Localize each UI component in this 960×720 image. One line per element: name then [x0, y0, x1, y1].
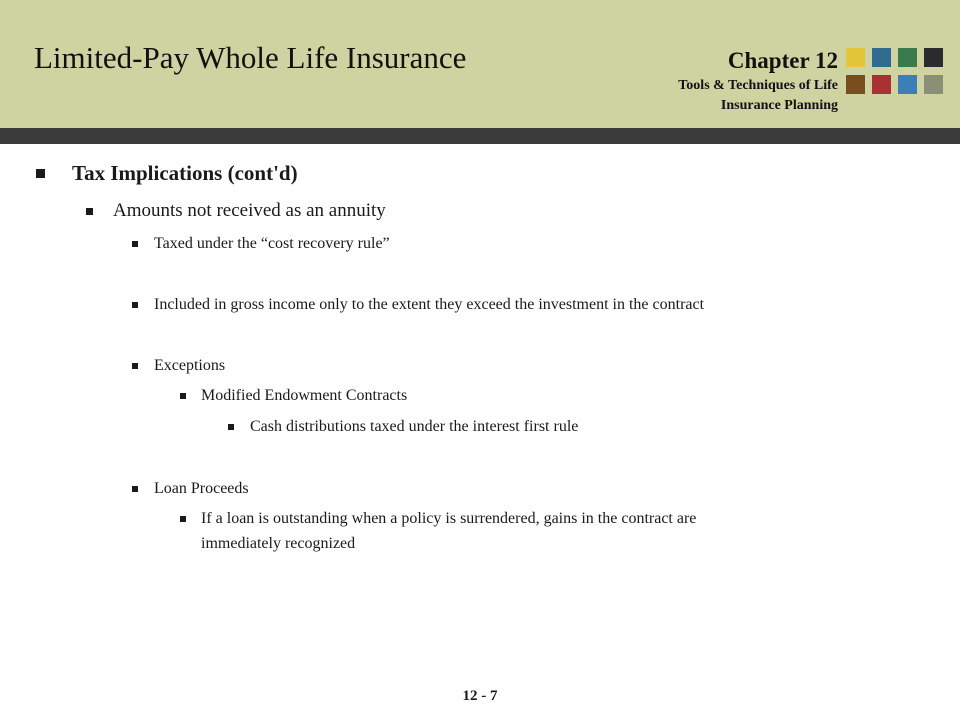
bullet-text: Cash distributions taxed under the interest first rule — [250, 418, 579, 435]
bullet-text: Loan Proceeds — [154, 480, 249, 497]
bullet-marker — [36, 169, 45, 178]
bullet-text: Taxed under the “cost recovery rule” — [154, 235, 390, 252]
bullet-marker — [132, 241, 138, 247]
book-title-line1: Tools & Techniques of Life — [678, 78, 838, 93]
slide-title: Limited-Pay Whole Life Insurance — [34, 40, 467, 75]
bullet-text-continuation: immediately recognized — [201, 535, 356, 552]
page-number: 12 - 7 — [462, 688, 498, 704]
bullet-text: Amounts not received as an annuity — [113, 200, 386, 221]
bullet-marker — [86, 208, 93, 215]
bullet-marker — [132, 302, 138, 308]
section-heading: Tax Implications (cont'd) — [72, 161, 298, 185]
bullet-marker — [132, 363, 138, 369]
bullet-marker — [180, 393, 186, 399]
book-title-line2: Insurance Planning — [720, 98, 838, 113]
bullet-text: Exceptions — [154, 357, 226, 374]
bullet-text: Included in gross income only to the extent they exceed the investment in the contract — [154, 296, 705, 313]
chapter-number: Chapter 12 — [727, 48, 838, 73]
bullet-marker — [180, 516, 186, 522]
bullet-marker — [132, 486, 138, 492]
bullet-text: Modified Endowment Contracts — [201, 387, 408, 404]
bullet-marker — [228, 424, 234, 430]
bullet-text: If a loan is outstanding when a policy is surrendered, gains in the contract are — [201, 510, 697, 527]
